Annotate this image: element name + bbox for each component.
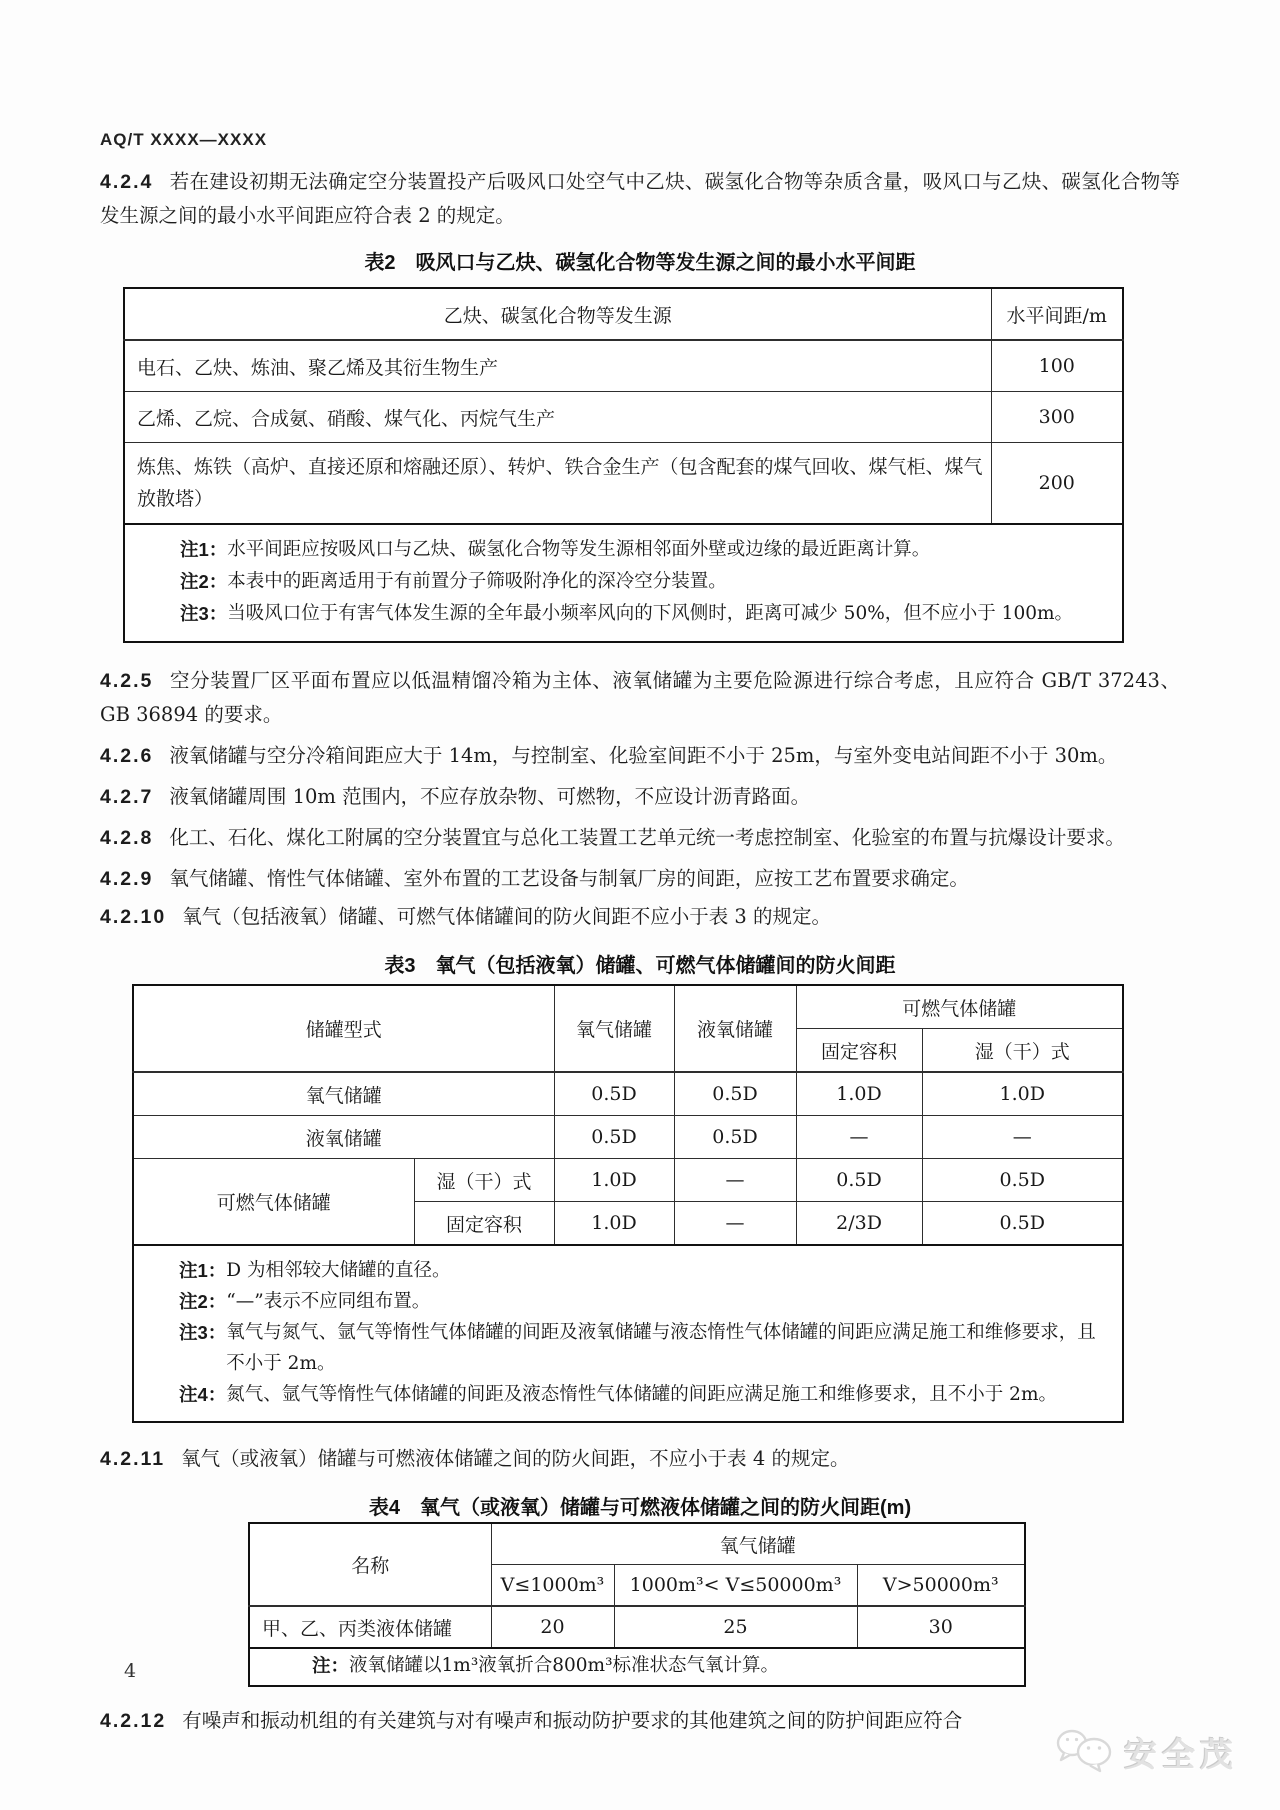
clause-number: 4.2.12 <box>100 1710 167 1732</box>
table-cell: 炼焦、炼铁（高炉、直接还原和熔融还原）、转炉、铁合金生产（包含配套的煤气回收、煤气柜、煤气放散塔） <box>124 443 991 525</box>
wechat-bubbles-icon <box>1054 1726 1116 1778</box>
table-cell: 1.0D <box>922 1072 1123 1116</box>
table-cell: 20 <box>491 1606 614 1648</box>
table-cell: — <box>796 1116 922 1159</box>
clause-text: 空分装置厂区平面布置应以低温精馏冷箱为主体、液氧储罐为主要危险源进行综合考虑，且应符合 GB/T 37243、GB 36894 的要求。 <box>100 669 1180 726</box>
table-notes <box>249 1648 1025 1686</box>
table-row <box>124 288 1123 340</box>
table-row <box>124 340 1123 392</box>
note-text: 水平间距应按吸风口与乙炔、碳氢化合物等发生源相邻面外壁或边缘的最近距离计算。 <box>227 539 931 560</box>
table-cell: 0.5D <box>554 1116 674 1159</box>
table-note <box>134 1255 1104 1286</box>
table-cell: 30 <box>857 1606 1025 1648</box>
note-label: 注： <box>312 1655 350 1676</box>
header-cell: 湿（干）式 <box>922 1029 1123 1073</box>
clause-number: 4.2.8 <box>100 827 154 849</box>
table-cell: 1.0D <box>554 1202 674 1246</box>
table-cell: 200 <box>991 443 1123 525</box>
table3-caption-text: 氧气（包括液氧）储罐、可燃气体储罐间的防火间距 <box>435 955 896 977</box>
table-cell: 液氧储罐 <box>133 1116 554 1159</box>
clause-4-2-10 <box>100 900 1180 934</box>
note-text: 氮气、氩气等惰性气体储罐的间距及液态惰性气体储罐的间距应满足施工和维修要求，且不小于 2m。 <box>226 1384 1057 1405</box>
header-cell: 储罐型式 <box>133 985 554 1072</box>
clause-4-2-11 <box>100 1442 1180 1476</box>
table-note <box>125 534 1104 566</box>
table-row <box>249 1606 1025 1648</box>
clause-number: 4.2.10 <box>100 906 167 928</box>
clause-4-2-5 <box>100 664 1180 732</box>
clause-text: 氧气储罐、惰性气体储罐、室外布置的工艺设备与制氧厂房的间距，应按工艺布置要求确定。 <box>169 867 969 890</box>
header-cell: 水平间距/m <box>991 288 1123 340</box>
clause-text: 液氧储罐周围 10m 范围内，不应存放杂物、可燃物，不应设计沥青路面。 <box>169 785 811 808</box>
note-label: 注3： <box>179 1322 227 1343</box>
table-note <box>125 598 1104 630</box>
table-2 <box>123 287 1124 643</box>
clause-text: 氧气（包括液氧）储罐、可燃气体储罐间的防火间距不应小于表 3 的规定。 <box>182 905 832 928</box>
table-cell: 0.5D <box>554 1072 674 1116</box>
clause-4-2-9 <box>100 862 1180 896</box>
table-row <box>133 985 1123 1029</box>
header-cell: V≤1000m³ <box>491 1565 614 1607</box>
table-note <box>125 566 1104 598</box>
table-row <box>133 1072 1123 1116</box>
table4-caption-label: 表4 <box>368 1497 400 1519</box>
note-text: 本表中的距离适用于有前置分子筛吸附净化的深冷空分装置。 <box>227 571 727 592</box>
clause-text: 氧气（或液氧）储罐与可燃液体储罐之间的防火间距，不应小于表 4 的规定。 <box>181 1447 850 1470</box>
clause-4-2-4 <box>100 165 1180 233</box>
table-note <box>250 1651 1014 1681</box>
table-cell: — <box>922 1116 1123 1159</box>
table-row <box>124 443 1123 525</box>
page-number: 4 <box>124 1660 137 1682</box>
table-note <box>134 1379 1104 1410</box>
table-cell: 0.5D <box>796 1159 922 1202</box>
table-cell: 25 <box>614 1606 857 1648</box>
table-cell: 2/3D <box>796 1202 922 1246</box>
table-cell: 氧气储罐 <box>133 1072 554 1116</box>
table-cell: 电石、乙炔、炼油、聚乙烯及其衍生物生产 <box>124 340 991 392</box>
table-cell: 1.0D <box>554 1159 674 1202</box>
table-cell: 1.0D <box>796 1072 922 1116</box>
note-label: 注4： <box>179 1384 227 1405</box>
table-row <box>249 1523 1025 1565</box>
table2-caption <box>100 246 1180 275</box>
table-4 <box>248 1522 1026 1687</box>
table4-caption <box>100 1491 1180 1520</box>
table-notes-row <box>133 1245 1123 1422</box>
clause-number: 4.2.7 <box>100 786 154 808</box>
table-notes <box>133 1245 1123 1422</box>
table-cell: — <box>674 1159 796 1202</box>
header-cell: V>50000m³ <box>857 1565 1025 1607</box>
table-row <box>124 392 1123 443</box>
table-cell: 甲、乙、丙类液体储罐 <box>249 1606 491 1648</box>
table-cell: — <box>674 1202 796 1246</box>
note-label: 注1： <box>179 1260 227 1281</box>
table-cell: 0.5D <box>922 1202 1123 1246</box>
table-cell: 固定容积 <box>414 1202 554 1246</box>
table-note <box>134 1286 1104 1317</box>
table-cell: 湿（干）式 <box>414 1159 554 1202</box>
clause-4-2-8 <box>100 821 1180 855</box>
table3-caption <box>100 949 1180 978</box>
table-notes-row <box>124 524 1123 642</box>
table-cell: 可燃气体储罐 <box>133 1159 414 1246</box>
clause-text: 若在建设初期无法确定空分装置投产后吸风口处空气中乙炔、碳氢化合物等杂质含量，吸风口与乙炔、碳氢化合物等发生源之间的最小水平间距应符合表 2 的规定。 <box>100 170 1180 227</box>
table-cell: 0.5D <box>674 1072 796 1116</box>
clause-4-2-12 <box>100 1704 1180 1738</box>
table-3 <box>132 984 1124 1423</box>
clause-text: 有噪声和振动机组的有关建筑与对有噪声和振动防护要求的其他建筑之间的防护间距应符合 <box>182 1709 963 1732</box>
clause-number: 4.2.4 <box>100 171 154 193</box>
clause-number: 4.2.5 <box>100 670 154 692</box>
header-cell: 氧气储罐 <box>554 985 674 1072</box>
note-label: 注3： <box>180 603 228 624</box>
watermark <box>1054 1726 1238 1778</box>
table-cell: 0.5D <box>674 1116 796 1159</box>
header-cell: 固定容积 <box>796 1029 922 1073</box>
table3-caption-label: 表3 <box>384 955 416 977</box>
table-cell: 100 <box>991 340 1123 392</box>
header-cell: 名称 <box>249 1523 491 1606</box>
table-cell: 300 <box>991 392 1123 443</box>
note-label: 注2： <box>179 1291 227 1312</box>
table-row <box>133 1159 1123 1202</box>
note-text: D 为相邻较大储罐的直径。 <box>226 1260 451 1281</box>
clause-number: 4.2.6 <box>100 745 154 767</box>
table4-caption-text: 氧气（或液氧）储罐与可燃液体储罐之间的防火间距(m) <box>420 1497 912 1519</box>
note-label: 注2： <box>180 571 228 592</box>
header-cell: 氧气储罐 <box>491 1523 1025 1565</box>
clause-text: 化工、石化、煤化工附属的空分装置宜与总化工装置工艺单元统一考虑控制室、化验室的布置与抗爆设计要求。 <box>169 826 1125 849</box>
clause-number: 4.2.9 <box>100 868 154 890</box>
table-cell: 乙烯、乙烷、合成氨、硝酸、煤气化、丙烷气生产 <box>124 392 991 443</box>
table2-caption-text: 吸风口与乙炔、碳氢化合物等发生源之间的最小水平间距 <box>415 252 916 274</box>
table-note <box>134 1317 1104 1379</box>
header-cell: 1000m³< V≤50000m³ <box>614 1565 857 1607</box>
clause-4-2-7 <box>100 780 1180 814</box>
header-cell: 可燃气体储罐 <box>796 985 1123 1029</box>
header-cell: 乙炔、碳氢化合物等发生源 <box>124 288 991 340</box>
table-notes-row <box>249 1648 1025 1686</box>
clause-text: 液氧储罐与空分冷箱间距应大于 14m，与控制室、化验室间距不小于 25m，与室外变电站间距不小于 30m。 <box>169 744 1118 767</box>
watermark-text: 安全茂 <box>1124 1735 1238 1773</box>
note-text: “—”表示不应同组布置。 <box>226 1291 431 1312</box>
note-text: 氧气与氮气、氩气等惰性气体储罐的间距及液氧储罐与液态惰性气体储罐的间距应满足施工和维修要求，且不小于 2m。 <box>226 1322 1096 1374</box>
note-text: 液氧储罐以1m³液氧折合800m³标准状态气氧计算。 <box>349 1655 780 1676</box>
table-row <box>133 1116 1123 1159</box>
table2-caption-label: 表2 <box>364 252 396 274</box>
note-label: 注1： <box>180 539 228 560</box>
clause-4-2-6 <box>100 739 1180 773</box>
table-cell: 0.5D <box>922 1159 1123 1202</box>
table-notes <box>124 524 1123 642</box>
doc-code: AQ/T XXXX—XXXX <box>100 130 268 149</box>
clause-number: 4.2.11 <box>100 1448 166 1470</box>
header-cell: 液氧储罐 <box>674 985 796 1072</box>
note-text: 当吸风口位于有害气体发生源的全年最小频率风向的下风侧时，距离可减少 50%，但不应小于 100m。 <box>227 603 1074 624</box>
